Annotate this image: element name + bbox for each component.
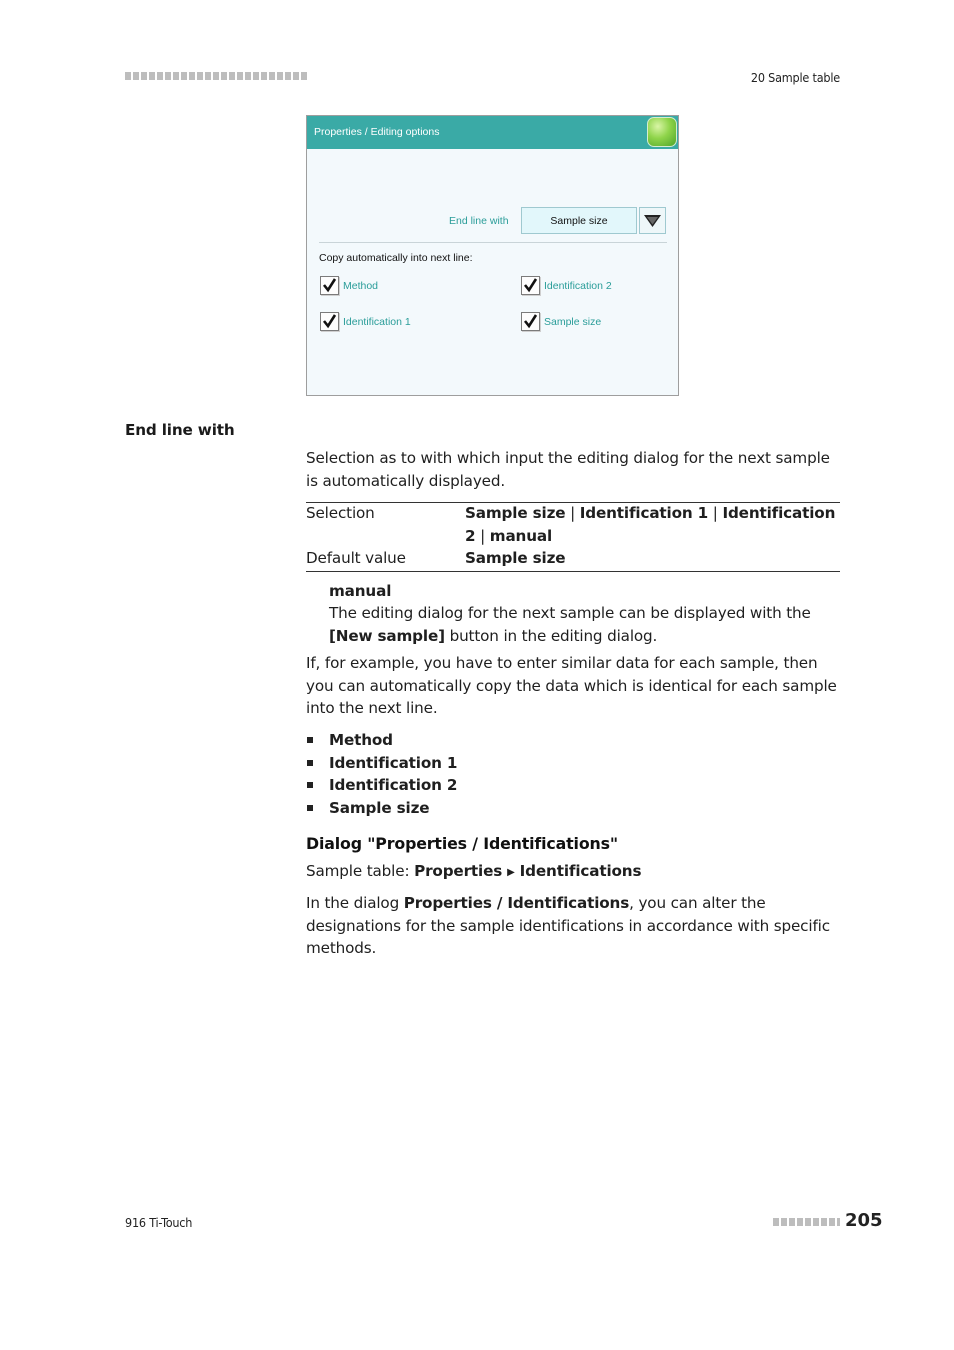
checkbox-identification-2[interactable] — [521, 276, 612, 295]
selection-label: Selection — [306, 504, 375, 522]
separator: | — [570, 504, 576, 522]
dialog-screenshot — [306, 115, 679, 396]
selection-values — [465, 502, 840, 547]
checkbox-label: Sample size — [544, 315, 602, 328]
copy-fields-list — [306, 729, 457, 819]
subsection-title: Dialog "Properties / Identifications" — [306, 834, 618, 853]
manual-description — [329, 602, 840, 647]
checkbox-label: Identification 2 — [544, 279, 612, 292]
checkbox-checked-icon — [320, 276, 339, 295]
path-prefix: Sample table: — [306, 862, 415, 880]
dialog-titlebar — [307, 116, 678, 149]
desc-text: , you can alter the designations for the sample identifications in accordance with specific methods. — [306, 894, 830, 958]
default-value: Sample size — [465, 549, 566, 567]
desc-text: In the dialog — [306, 894, 404, 912]
dialog-title: Properties / Editing options — [314, 126, 440, 138]
chapter-title: 20 Sample table — [750, 70, 840, 85]
separator: | — [712, 504, 718, 522]
end-line-label: End line with — [449, 215, 509, 227]
bullet-icon — [307, 782, 313, 788]
dialog-name: Properties / Identifications — [403, 894, 630, 912]
checkbox-identification-1[interactable] — [320, 312, 411, 331]
default-label: Default value — [306, 549, 406, 567]
list-item-label: Identification 1 — [329, 753, 458, 772]
manual-desc-text: The editing dialog for the next sample can be displayed with the — [329, 604, 811, 622]
dialog-divider — [319, 242, 667, 243]
menu-path — [306, 860, 641, 886]
path-item: Identifications — [519, 862, 642, 880]
dropdown-button[interactable] — [639, 207, 666, 234]
checkbox-label: Method — [343, 279, 379, 292]
list-item-label: Method — [329, 731, 393, 749]
new-sample-button-ref: [New sample] — [329, 626, 445, 645]
end-line-select[interactable] — [521, 207, 637, 234]
selection-option: Sample size — [465, 504, 566, 522]
section-title: End line with — [125, 421, 235, 439]
subsection-description — [306, 892, 840, 960]
list-item — [306, 729, 457, 752]
section-description: Selection as to with which input the editing dialog for the next sample is automatically displayed. — [306, 449, 830, 490]
selection-option: manual — [489, 526, 553, 545]
header-decoration — [125, 72, 307, 80]
path-item: Properties — [414, 862, 503, 880]
selection-option: Identification 1 — [579, 504, 709, 522]
path-arrow-icon: ▶ — [507, 867, 515, 878]
manual-term: manual — [329, 582, 392, 600]
checkbox-label: Identification 1 — [343, 315, 411, 328]
copy-heading: Copy automatically into next line: — [319, 252, 473, 264]
checkbox-sample-size[interactable] — [521, 312, 601, 331]
bullet-icon — [307, 760, 313, 766]
list-item-label: Sample size — [329, 798, 430, 817]
checkbox-method[interactable] — [320, 276, 378, 295]
manual-desc-text: button in the editing dialog. — [444, 626, 658, 645]
selection-option: Identification 2 — [465, 504, 836, 545]
product-name: 916 Ti-Touch — [125, 1215, 193, 1230]
list-item — [306, 752, 457, 775]
checkbox-checked-icon — [521, 276, 540, 295]
checkbox-checked-icon — [521, 312, 540, 331]
bullet-icon — [307, 805, 313, 811]
table-bottom-rule — [306, 571, 840, 572]
list-item — [306, 797, 457, 820]
separator: | — [480, 526, 486, 545]
chevron-down-icon — [643, 214, 662, 228]
list-item-label: Identification 2 — [329, 776, 458, 795]
copy-explanation: If, for example, you have to enter similar data for each sample, then you can automatically copy the data which is identical for each sample into the next line. — [306, 654, 837, 718]
checkbox-checked-icon — [320, 312, 339, 331]
bullet-icon — [307, 737, 313, 743]
page-number: 205 — [845, 1210, 883, 1231]
list-item — [306, 774, 457, 797]
end-line-value: Sample size — [550, 214, 608, 227]
home-button[interactable] — [647, 117, 677, 147]
footer-decoration — [773, 1218, 840, 1226]
